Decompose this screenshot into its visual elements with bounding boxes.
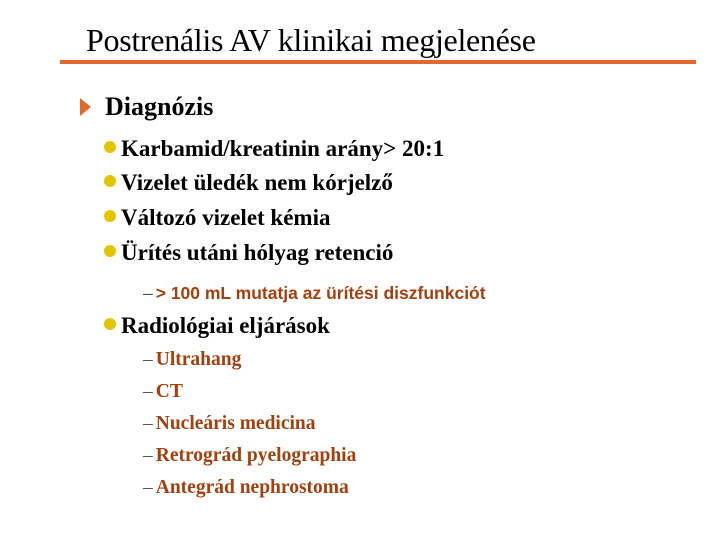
sub-list-item-text: Retrográd pyelographia [155, 445, 357, 466]
sub-list-item [143, 477, 349, 499]
sub-list-item-text: CT [155, 381, 183, 402]
dash-bullet-icon: – [143, 445, 153, 466]
list-item [104, 170, 393, 196]
diagnosis-heading-text: Diagnózis [105, 92, 214, 121]
sub-list-item-text: > 100 mL mutatja az ürítési diszfunkciót [155, 283, 486, 303]
title-underline [60, 60, 696, 64]
circle-bullet-icon [104, 210, 116, 222]
sub-list-item-text: Nucleáris medicina [155, 413, 316, 434]
sub-list-item [143, 445, 356, 467]
circle-bullet-icon [104, 245, 116, 257]
dash-bullet-icon: – [143, 477, 153, 498]
list-item-text: Ürítés utáni hólyag retenció [121, 240, 394, 265]
sub-list-item [143, 381, 183, 403]
triangle-bullet-icon [80, 98, 91, 116]
sub-list-item [143, 349, 241, 371]
list-item [104, 313, 330, 339]
sub-list-item [143, 283, 486, 304]
dash-bullet-icon: – [143, 381, 153, 402]
list-item [104, 136, 444, 162]
dash-bullet-icon: – [143, 413, 153, 434]
dash-bullet-icon: – [143, 283, 153, 303]
list-item-text: Karbamid/kreatinin arány> 20:1 [121, 136, 445, 161]
list-item-text: Vizelet üledék nem kórjelző [121, 170, 393, 195]
sub-list-item [143, 413, 316, 435]
list-item-text: Változó vizelet kémia [121, 205, 331, 230]
diagnosis-heading [80, 92, 213, 122]
sub-list-item-text: Ultrahang [155, 349, 242, 370]
circle-bullet-icon [104, 175, 116, 187]
sub-list-item-text: Antegrád nephrostoma [155, 477, 349, 498]
circle-bullet-icon [104, 318, 116, 330]
list-item-text: Radiológiai eljárások [121, 313, 330, 338]
list-item [104, 205, 330, 231]
circle-bullet-icon [104, 141, 116, 153]
list-item [104, 240, 393, 266]
slide-title: Postrenális AV klinikai megjelenése [86, 22, 536, 58]
dash-bullet-icon: – [143, 349, 153, 370]
